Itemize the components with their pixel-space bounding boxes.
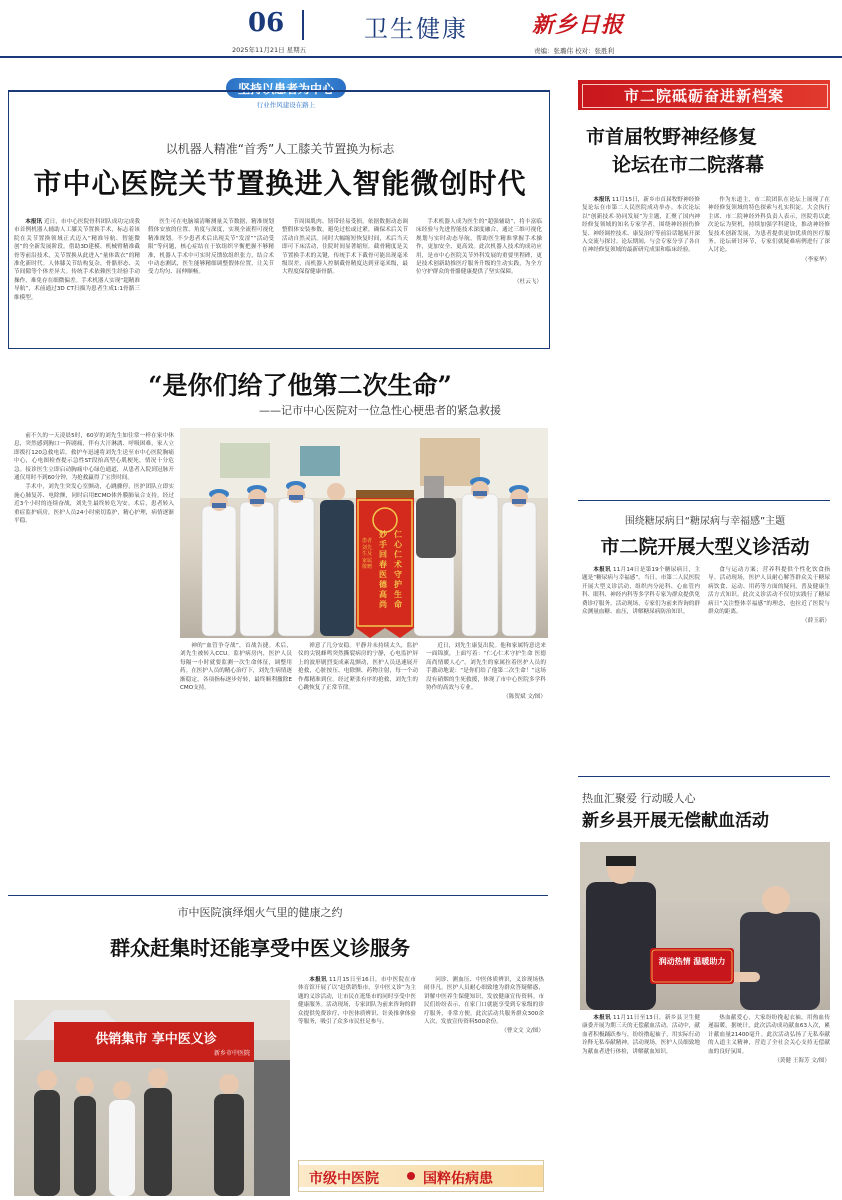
article1-col4: 手术机器人成为医生的“超强辅助”，将丰富临床经验与先进智能技术深度融合，通过三维可视化规划与实时动态导航，帮助医生精准掌握手术操作，更加安全、更高效。此次机器人技术的成功应用，是市中心医院关节外科发展的重要里程碑，更是技术创新助推医疗服务升级的生动实践，为全方位守护群众的骨骼健康提供了坚实保障。 （杜云飞） — [416, 219, 542, 285]
article3-byline: （曹文文 文/图） — [501, 1028, 544, 1035]
masthead-editors: 责编：张璐伟 校对：张胜利 — [534, 47, 615, 55]
sidebar-article2-kicker: 围绕糖尿病日“糖尿病与幸福感”主题 — [624, 516, 786, 527]
medical-team-photo — [180, 428, 548, 638]
bottom-banner-left: 市级中医院 — [309, 1171, 379, 1187]
sidebar-divider-1 — [578, 500, 830, 501]
brand-logo: 新乡日报 — [532, 12, 625, 38]
campaign-banner-title: 坚持以患者为中心 — [237, 82, 334, 96]
article3-col1: 本报讯 11月15日至16日，市中医院在市体育馆开展了以“赶供销集市，享中医义诊”为主题的义诊活动，让市民在逛集市的同时享受中医健康服务。活动现场，专家团队为前来咨询的群众提供免费诊疗、中医体质辨识、针灸推拿体验等服务，吸引了众多市民驻足参与。 — [298, 977, 416, 1026]
bottom-banner-dot — [407, 1172, 415, 1180]
article2-subhead: ——记市中心医院对一位急性心梗患者的紧急救援 — [259, 404, 501, 417]
article2-divider — [8, 895, 548, 896]
pennant-line3: 患者刘先生及家属敬赠 — [362, 538, 373, 570]
campaign-banner-subtitle: 行业作风建设在路上 — [256, 101, 316, 109]
page-number: 06 — [248, 8, 285, 38]
sidebar-article3-col1: 本报讯 11月11日至13日，新乡县卫生健康委开展为期三天的无偿献血活动。活动中，献血者积极踊跃参与，纷纷撸起袖子，用实际行动诠释无私奉献精神。活动现场，医护人员细致地为献血者进行体检，讲解献血知识。 — [582, 1015, 700, 1055]
article2-col3: 神的“血管争夺战”，首战告捷。术后，刘先生被转入CCU。监护病房内，医护人员每隔一小时就要监测一次生命体征，调整用药。在医护人员的精心治疗下，刘先生病情逐渐稳定，各项指标逐步好转，最终顺利撤除ECMO支持。 — [180, 643, 292, 692]
article1-lead: 本报讯 — [25, 219, 43, 225]
blood-donation-photo — [580, 842, 830, 1010]
article3-lead: 本报讯 — [309, 977, 327, 983]
article2-col4: 禅意了几分安稳。平静并未持续太久，监护仪的尖锐蜂鸣突然撕裂病房的宁静，心电监护屏上的波形剧烈变成紊乱颤动，医护人员迅速展开抢救，心脏按压、电除颤、药物注射，每一个动作都精准到位。经过紧张有序的抢救，刘先生的心跳恢复了正常节律。 — [298, 643, 418, 692]
sidebar-article2-col2: 食与运动方案；营养科提供个性化饮食指导。活动现场，医护人员耐心解答群众关于糖尿病饮食、运动、用药等方面的疑问，普及健康生活方式知识。此次义诊活动不仅切实践行了糖尿病日“关注整体幸福感”的理念，也拉近了医院与群众的距离。 （薛玉新） — [708, 567, 830, 625]
sidebar-article1-col2: 作为东道主，市二院团队在论坛上展现了在神经修复领域的特色探索与扎实积淀。大会执行主席、市二院神经外科负责人表示，医院将以此次论坛为契机，持续加强学科建设，推动神经修复技术创新发展，为患者提供更加优质的医疗服务。论坛研讨环节，专家们就疑难病例进行了深入讨论。 （李家华） — [708, 197, 830, 263]
sidebar-article3-lead: 本报讯 — [593, 1015, 611, 1021]
masthead-divider-vertical — [302, 10, 304, 40]
pennant-line1: 仁心仁术 守护生命 — [394, 530, 402, 609]
article2-col1: 前不久的一天凌晨5时，60岁的刘先生如往常一样在家中休息，突然感到胸口一阵剧痛，伴有大汗淋漓、呼吸困难，家人立即拨打120急救电话。救护车迅速将刘先生送至市中心医院胸痛中心，心电图检查提示急性ST段抬高型心肌梗死，情况十分危急。接诊医生立即启动胸痛中心绿色通道，从患者入院到冠脉开通仅用时不到60分钟，为抢救赢得了宝贵时间。 手术中，刘先生突发心室颤动，心跳骤停，医护团队立即实施心肺复苏、电除颤，同时启用ECMO体外膜肺氧合支持。经过近3个小时的连续奋战，刘先生最终转危为安。术后，患者转入重症监护病房，医护人员24小时密切监护，精心护理，病情逐渐平稳。 — [14, 433, 174, 525]
blood-donation-sign: 润动热情 温暖助力 — [658, 957, 726, 966]
masthead — [0, 0, 842, 60]
article2-col5: 近日，刘先生康复出院。他和家属特意送来一面锦旗，上面写着：“仁心仁术守护生命 医德高尚情暖人心”。刘先生的家属拉着医护人员的手激动地说：“是你们给了他第二次生命！”这场没有硝烟的生死救援，体现了市中心医院多学科协作的高效与专业。 （陈贺斌 文/图） — [426, 643, 546, 701]
sidebar-article3-col2: 热血献爱心，大家纷纷挽起衣袖，用热血传递温暖。据统计，此次活动成功献血63人次，累计献血量21400毫升。此次活动弘扬了无私奉献的人道主义精神，营造了全社会关心支持无偿献血的良好氛围。 （黄健 王海芳 文/图） — [708, 1015, 830, 1065]
sidebar-article1-headline-line1: 市首届牧野神经修复 — [586, 126, 758, 148]
sidebar-article1-byline: （李家华） — [802, 256, 830, 263]
sidebar-article2-col1: 本报讯 11月14日是第19个糖尿病日，主题是“糖尿病与幸福感”。当日，市第二人民医院开展大型义诊活动，组织内分泌科、心血管内科、眼科、神经内科等多学科专家为群众提供免费诊疗服务。活动现场，专家们为前来咨询的群众测量血糖、血压，讲解糖尿病防治知识。 — [582, 567, 700, 616]
article3-col2: 问诊、测血压、中医体质辨识，义诊现场热闹非凡。医护人员耐心细致地为群众答疑解惑，讲解中医养生保健知识，发放健康宣传资料。市民们纷纷表示，在家门口就能享受到专家级的诊疗服务，非常方便。此次活动共服务群众300余人次，发放宣传资料500余份。 （曹文文 文/图） — [424, 977, 544, 1035]
sidebar-divider-2 — [578, 776, 830, 777]
masthead-date: 2025年11月21日 星期五 — [232, 46, 307, 54]
clinic-banner-main: 供销集市 享中医义诊 — [95, 1032, 217, 1047]
sidebar-article3-headline: 新乡县开展无偿献血活动 — [582, 811, 769, 831]
sidebar-header — [578, 80, 830, 110]
article2-headline: “是你们给了他第二次生命” — [148, 371, 452, 400]
clinic-photo — [14, 1000, 290, 1196]
sidebar-header-title: 市二院砥砺奋进新档案 — [623, 87, 784, 105]
medical-team-illustration — [180, 428, 548, 638]
sidebar-article1-lead: 本报讯 — [593, 197, 611, 203]
sidebar-article2-byline: （薛玉新） — [802, 618, 830, 625]
blood-donation-illustration — [580, 842, 830, 1010]
sidebar-article3-kicker: 热血汇聚爱 行动暖人心 — [582, 792, 696, 805]
section-title: 卫生健康 — [364, 15, 468, 43]
sidebar-article1-headline-line2: 论坛在市二院落幕 — [612, 154, 765, 176]
article1-kicker: 以机器人精准“首秀”人工膝关节置换为标志 — [165, 142, 395, 156]
article1-col1: 本报讯 近日，市中心医院骨科团队成功完成我市首例机器人辅助人工膝关节置换手术，标志着该院在关节置换领域正式迈入“精准导航、智能微创”的全新发展阶段。借助3D建模、机械臂精准截骨等前沿技术，关节置换从此进入“量体裁衣”的精准化新时代。人体膝关节结构复杂，骨骼形态、关节间隙等个体差异大。传统手术依赖医生经验手动操作，难免存在细微偏差。手术机器人实现“超精准导航”，术前通过3D CT扫描为患者生成1:1骨骼三维模型。 — [14, 219, 140, 301]
sidebar-article2-headline: 市二院开展大型义诊活动 — [600, 536, 810, 558]
article3-kicker: 市中医院演绎烟火气里的健康之约 — [177, 906, 343, 919]
bottom-banner — [298, 1160, 544, 1192]
article1-byline: （杜云飞） — [514, 278, 542, 285]
masthead-rule — [0, 56, 842, 58]
article1-col2: 医生可在电脑端清晰测量关节数据，精准规划假体安放的位置、角度与深度，实现全流程可视化精准规划。不少患者术后出现关节“发涩”“活动受限”等问题，核心症结在于软组织平衡把握不够精准，机器人手术中可实时反馈软组织张力，结合术中动态测试，医生能够精细调整假体位置，让关节受力均匀、屈伸顺畅。 — [148, 219, 274, 276]
sidebar-article1-col1: 本报讯 11月15日，新乡市首届牧野神经修复论坛在市第二人民医院成功举办。本次论坛以“创新技术·协同发展”为主题，汇聚了国内神经修复领域的知名专家学者，围绕神经损伤修复、神经调控技术、康复治疗等前沿话题展开深入交流与探讨。论坛期间，与会专家分享了各自在神经修复领域的最新研究成果和临床经验。 — [582, 197, 700, 254]
sidebar-article3-byline: （黄健 王海芳 文/图） — [774, 1058, 830, 1065]
sidebar-article2-lead: 本报讯 — [593, 567, 611, 573]
clinic-banner-sub: 新乡市中医院 — [213, 1050, 250, 1057]
article1-headline: 市中心医院关节置换进入智能微创时代 — [33, 167, 527, 200]
article1-col3: 节周围肌肉、韧带轻易受损，依据数据动态调整假体安装参数，避免过松或过紧，确保术后关节活动自然灵活。同时大幅缩短恢复时间，术后当天即可下床活动，住院时间显著缩短。截骨精度是关节置换手术的关键，传统手术下截骨可能出现毫米级误差，而机器人控制截骨精度达到亚毫米级，最大程度保留健康骨骼。 — [282, 219, 408, 276]
article2-byline: （陈贺斌 文/图） — [503, 694, 546, 701]
article3-headline: 群众赶集时还能享受中医义诊服务 — [110, 936, 410, 960]
pennant-line2: 妙手回春 医德高尚 — [379, 530, 387, 609]
bottom-banner-right: 国粹佑病患 — [423, 1171, 493, 1187]
